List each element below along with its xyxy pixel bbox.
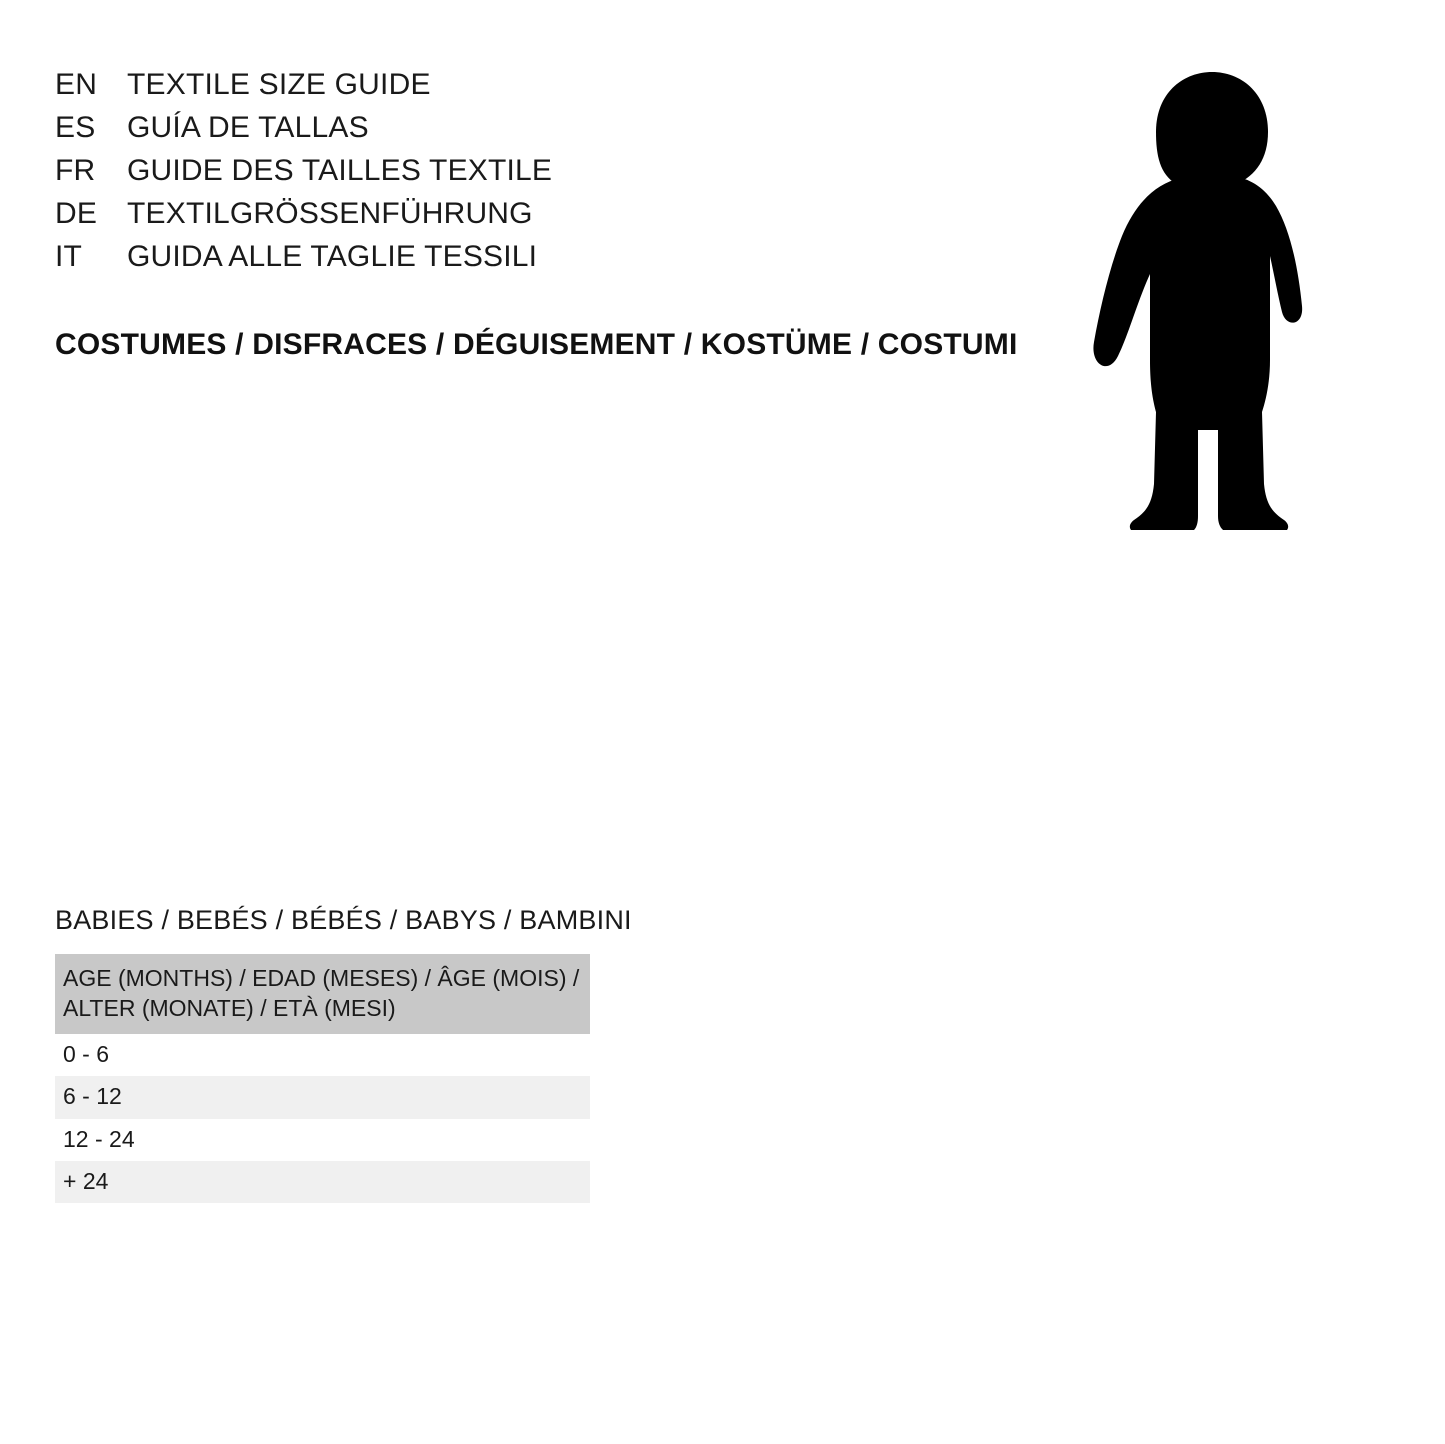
column-header-age: AGE (MONTHS) / EDAD (MESES) / ÂGE (MOIS) / ALTER (MONATE) / ETÀ (MESI) [55, 954, 590, 1034]
cell-age-range: + 24 [55, 1161, 590, 1203]
language-row [55, 68, 552, 111]
language-label: TEXTILE SIZE GUIDE [127, 68, 431, 101]
table-row [55, 1076, 590, 1118]
language-label: GUÍA DE TALLAS [127, 111, 369, 144]
language-row [55, 240, 552, 283]
language-label: TEXTILGRÖSSENFÜHRUNG [127, 197, 533, 230]
language-code: FR [55, 154, 96, 187]
cell-age-range: 6 - 12 [55, 1076, 590, 1118]
table-title: BABIES / BEBÉS / BÉBÉS / BABYS / BAMBINI [55, 905, 632, 935]
language-code: EN [55, 68, 98, 101]
size-table [55, 954, 590, 1203]
language-row [55, 197, 552, 240]
cell-age-range: 0 - 6 [55, 1034, 590, 1076]
language-label: GUIDA ALLE TAGLIE TESSILI [127, 240, 538, 273]
table-row [55, 1161, 590, 1203]
costumes-heading: COSTUMES / DISFRACES / DÉGUISEMENT / KOSTÜME / COSTUMI [55, 328, 1018, 361]
cell-age-range: 12 - 24 [55, 1119, 590, 1161]
language-code: IT [55, 240, 83, 273]
size-table-section [55, 905, 632, 1203]
table-row [55, 1034, 590, 1076]
table-row [55, 1119, 590, 1161]
language-code: DE [55, 197, 98, 230]
language-row [55, 111, 552, 154]
language-row [55, 154, 552, 197]
language-list [55, 68, 552, 283]
table-header-row [55, 954, 590, 1034]
language-code: ES [55, 111, 96, 144]
language-label: GUIDE DES TAILLES TEXTILE [127, 154, 553, 187]
baby-silhouette-icon [1060, 60, 1320, 530]
